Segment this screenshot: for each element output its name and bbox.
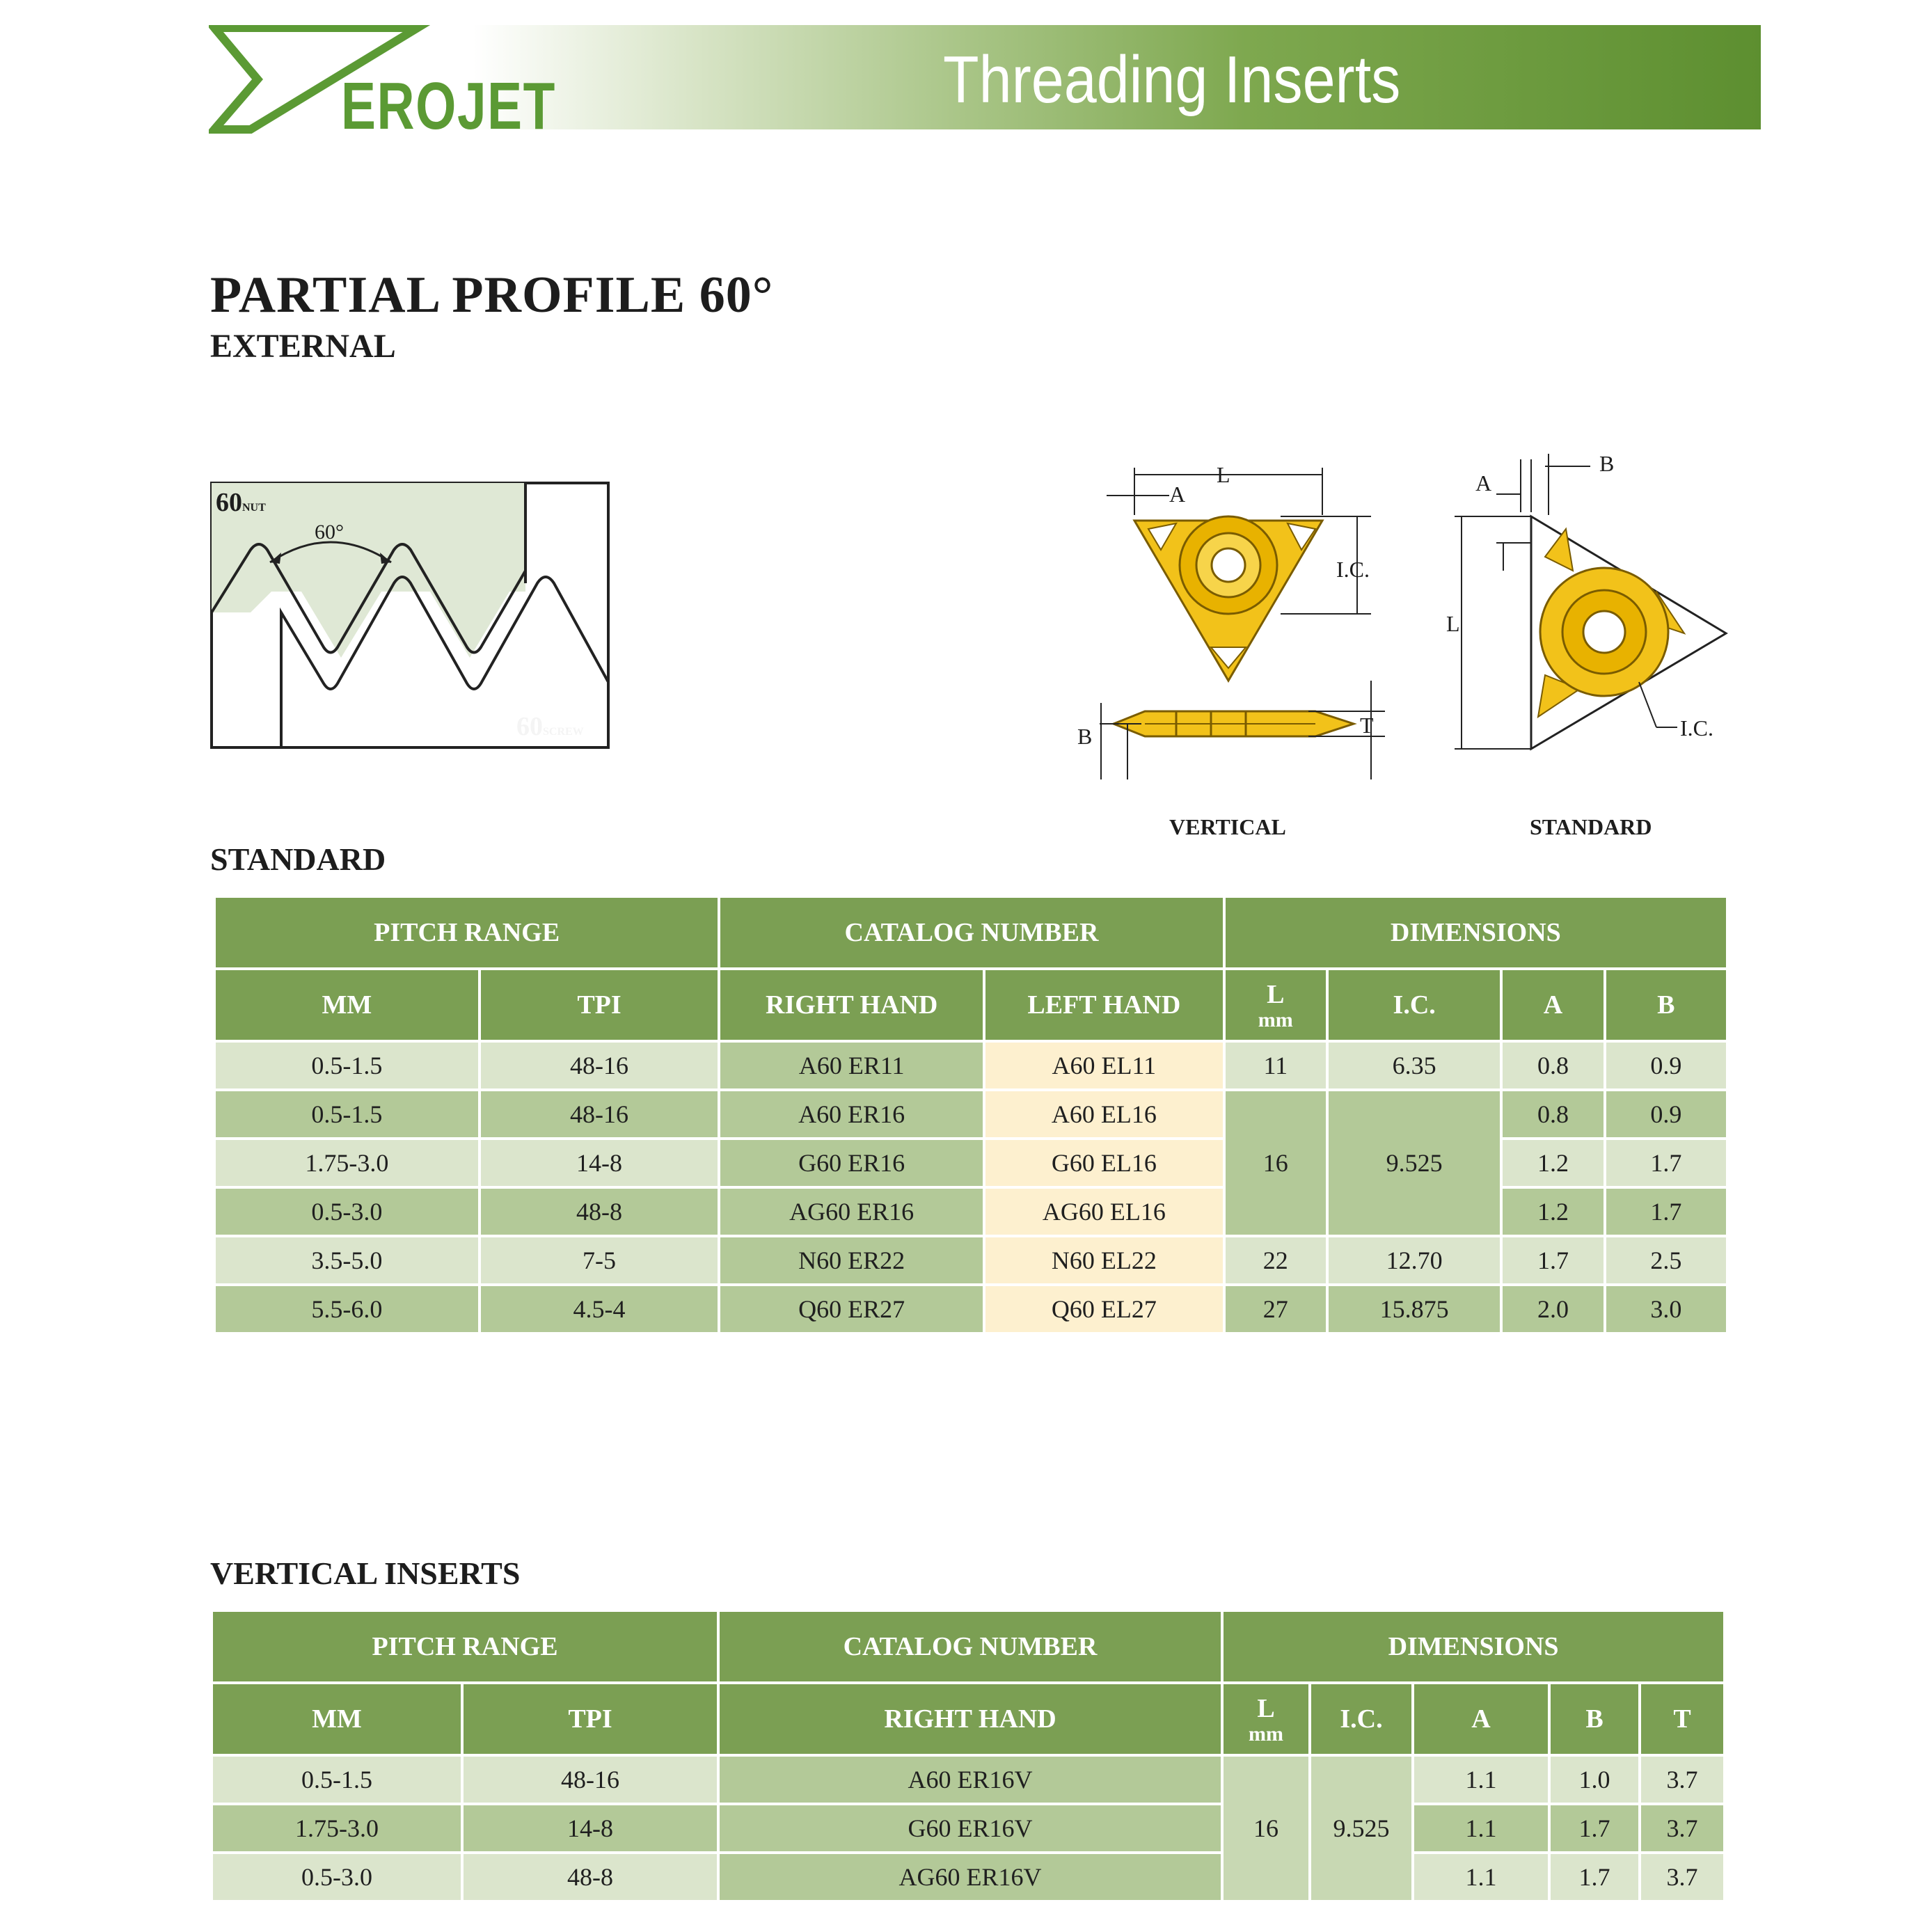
a-header: A: [1414, 1684, 1548, 1754]
merged-l-cell: 16: [1224, 1757, 1308, 1900]
vertical-t-label: T: [1360, 713, 1374, 738]
tpi-header: TPI: [464, 1684, 717, 1754]
left-hand-header: LEFT HAND: [985, 970, 1223, 1040]
table-row: 1.75-3.0 14-8 G60 ER16V 1.1 1.7 3.7: [213, 1805, 1723, 1851]
pitch-range-header: PITCH RANGE: [216, 898, 718, 967]
standard-table: [213, 895, 1729, 1335]
standard-a-label: A: [1475, 470, 1492, 496]
l-header: L mm: [1226, 970, 1326, 1040]
right-hand-header: RIGHT HAND: [720, 1684, 1221, 1754]
mm-header: MM: [213, 1684, 461, 1754]
ic-header: I.C.: [1311, 1684, 1411, 1754]
vertical-insert-diagram: [1072, 459, 1406, 786]
a-header: A: [1503, 970, 1603, 1040]
screw-angle-label: 60SCREW: [516, 712, 584, 741]
table-row: 0.5-1.5 48-16 A60 ER16V 16 9.525 1.1 1.0 3.7: [213, 1757, 1723, 1803]
right-hand-header: RIGHT HAND: [720, 970, 983, 1040]
standard-b-label: B: [1599, 451, 1615, 476]
vertical-table: [210, 1609, 1726, 1903]
table-row: 1.75-3.0 14-8 G60 ER16 G60 EL16 1.2 1.7: [216, 1140, 1726, 1186]
vertical-ic-label: I.C.: [1336, 557, 1370, 582]
dimensions-header: DIMENSIONS: [1224, 1612, 1723, 1681]
nut-angle-label: 60NUT: [216, 488, 266, 517]
l-header: L mm: [1224, 1684, 1308, 1754]
vertical-caption: VERTICAL: [1169, 814, 1286, 839]
table-row: 3.5-5.0 7-5 N60 ER22 N60 EL22 22 12.70 1.7 2.5: [216, 1237, 1726, 1283]
thread-angle-label: 60°: [315, 521, 344, 544]
vertical-b-label: B: [1077, 724, 1093, 749]
t-header: T: [1641, 1684, 1723, 1754]
table-row: 0.5-1.5 48-16 A60 ER16 A60 EL16 16 9.525 0.8 0.9: [216, 1091, 1726, 1137]
merged-ic-cell: 9.525: [1311, 1757, 1411, 1900]
section-subtitle: EXTERNAL: [210, 328, 396, 365]
table-row: 0.5-3.0 48-8 AG60 ER16V 1.1 1.7 3.7: [213, 1854, 1723, 1900]
standard-l-label: L: [1446, 611, 1460, 636]
ic-header: I.C.: [1329, 970, 1500, 1040]
dimensions-header: DIMENSIONS: [1226, 898, 1726, 967]
merged-ic-cell: 9.525: [1329, 1091, 1500, 1235]
brand-name: EROJET: [341, 69, 556, 143]
standard-ic-label: I.C.: [1680, 715, 1713, 741]
pitch-range-header: PITCH RANGE: [213, 1612, 717, 1681]
vertical-l-label: L: [1217, 462, 1230, 487]
catalog-number-header: CATALOG NUMBER: [720, 1612, 1221, 1681]
table-row: 0.5-3.0 48-8 AG60 ER16 AG60 EL16 1.2 1.7: [216, 1189, 1726, 1235]
section-title: PARTIAL PROFILE 60°: [210, 267, 774, 324]
table-row: 0.5-1.5 48-16 A60 ER11 A60 EL11 11 6.35 0.8 0.9: [216, 1043, 1726, 1088]
standard-caption: STANDARD: [1530, 814, 1652, 839]
mm-header: MM: [216, 970, 478, 1040]
standard-table-title: STANDARD: [210, 841, 386, 877]
vertical-table-title: VERTICAL INSERTS: [210, 1555, 521, 1591]
page-title: Threading Inserts: [943, 42, 1401, 117]
b-header: B: [1551, 1684, 1638, 1754]
tpi-header: TPI: [481, 970, 718, 1040]
b-header: B: [1606, 970, 1726, 1040]
vertical-a-label: A: [1169, 482, 1186, 507]
catalog-number-header: CATALOG NUMBER: [720, 898, 1222, 967]
table-row: 5.5-6.0 4.5-4 Q60 ER27 Q60 EL27 27 15.875 2.0 3.0: [216, 1286, 1726, 1332]
merged-l-cell: 16: [1226, 1091, 1326, 1235]
